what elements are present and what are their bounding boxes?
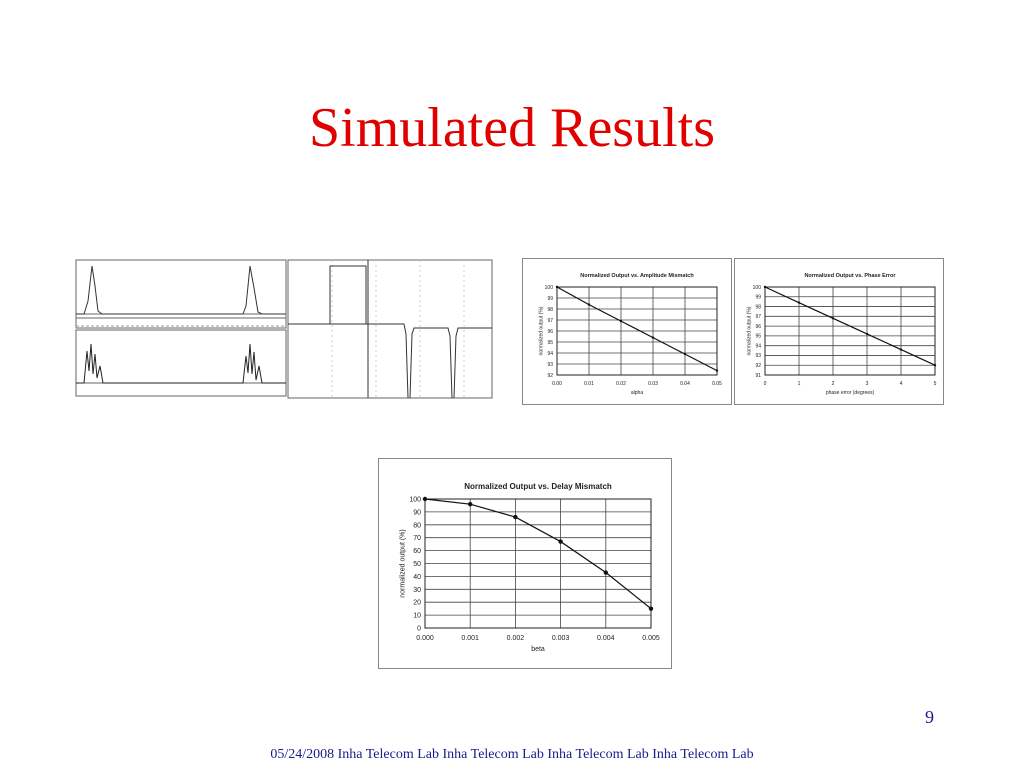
plot-area xyxy=(765,287,935,375)
y-tick-label: 93 xyxy=(755,353,761,360)
footer-text: 05/24/2008 Inha Telecom Lab Inha Telecom Lab Inha Telecom Lab Inha Telecom Lab xyxy=(270,747,754,762)
y-tick-label: 97 xyxy=(547,317,553,324)
data-point xyxy=(832,317,834,319)
y-tick-label: 100 xyxy=(409,496,421,504)
data-point xyxy=(588,303,590,305)
x-tick-label: 0.001 xyxy=(461,635,479,642)
data-point xyxy=(652,336,654,338)
x-tick-label: 0.000 xyxy=(416,635,434,642)
x-tick-label: 0.05 xyxy=(712,381,722,387)
x-tick-label: 0.003 xyxy=(551,635,570,642)
chart-title: Normalized Output vs. Delay Mismatch xyxy=(464,482,612,491)
chart-title: Normalized Output vs. Phase Error xyxy=(804,273,896,279)
y-axis-label: normalized output (%) xyxy=(538,306,545,356)
x-tick-label: 0.005 xyxy=(642,635,660,642)
y-tick-label: 97 xyxy=(755,314,761,321)
x-tick-label: 0.04 xyxy=(680,381,690,387)
y-tick-label: 50 xyxy=(413,560,421,568)
data-point xyxy=(934,364,936,366)
x-tick-label: 0.03 xyxy=(648,381,658,387)
slide-title: Simulated Results xyxy=(309,97,715,159)
series-line xyxy=(425,499,651,609)
phase-error-chart-panel xyxy=(734,258,944,405)
data-point xyxy=(556,286,558,288)
chart-title: Normalized Output vs. Amplitude Mismatch xyxy=(580,273,694,279)
data-point xyxy=(866,333,868,335)
waveform-plots xyxy=(68,256,496,404)
phase-error-chart xyxy=(735,259,943,404)
y-tick-label: 70 xyxy=(413,535,421,543)
data-point xyxy=(716,369,718,371)
y-tick-label: 100 xyxy=(752,284,761,291)
y-tick-label: 100 xyxy=(544,284,553,291)
y-tick-label: 90 xyxy=(413,509,421,517)
y-tick-label: 98 xyxy=(755,304,761,311)
amplitude-mismatch-chart xyxy=(523,259,731,404)
y-axis-label: normalized output (%) xyxy=(399,529,407,598)
data-point xyxy=(684,353,686,355)
y-tick-label: 92 xyxy=(755,362,761,369)
data-point xyxy=(764,286,766,288)
y-tick-label: 30 xyxy=(413,586,421,594)
y-tick-label: 96 xyxy=(755,323,761,330)
y-tick-label: 92 xyxy=(547,372,553,379)
x-axis-label: phase error (degrees) xyxy=(825,390,875,396)
x-tick-label: 1 xyxy=(797,381,801,387)
y-tick-label: 94 xyxy=(755,343,761,350)
data-point xyxy=(604,570,608,574)
x-tick-label: 0.01 xyxy=(584,381,594,387)
y-tick-label: 99 xyxy=(755,294,761,301)
y-tick-label: 60 xyxy=(413,548,421,556)
waveform-right xyxy=(288,260,492,398)
y-axis-label: normalized output (%) xyxy=(746,306,753,356)
y-tick-label: 40 xyxy=(413,573,421,581)
waveform-panel xyxy=(68,256,496,404)
x-axis-label: alpha xyxy=(630,390,644,396)
x-tick-label: 0.004 xyxy=(597,635,615,642)
data-point xyxy=(468,502,472,506)
waveform-left-top xyxy=(76,260,286,328)
x-tick-label: 0 xyxy=(763,381,767,387)
x-tick-label: 2 xyxy=(831,381,835,387)
data-point xyxy=(620,320,622,322)
amplitude-mismatch-chart-panel xyxy=(522,258,732,405)
data-point xyxy=(558,539,562,543)
y-tick-label: 93 xyxy=(547,361,553,368)
y-tick-label: 20 xyxy=(413,599,421,607)
y-tick-label: 96 xyxy=(547,328,553,335)
y-tick-label: 99 xyxy=(547,295,553,302)
x-tick-label: 3 xyxy=(865,381,869,387)
x-tick-label: 0.02 xyxy=(616,381,626,387)
y-tick-label: 0 xyxy=(417,625,421,633)
x-tick-label: 5 xyxy=(933,381,937,387)
y-tick-label: 95 xyxy=(755,333,761,340)
data-point xyxy=(513,515,517,519)
series-line xyxy=(557,287,717,371)
waveform-left-bottom xyxy=(76,326,286,396)
data-point xyxy=(900,348,902,350)
page-number: 9 xyxy=(925,707,934,727)
y-tick-label: 98 xyxy=(547,306,553,313)
y-tick-label: 10 xyxy=(413,612,421,620)
y-tick-label: 80 xyxy=(413,522,421,530)
delay-mismatch-chart-panel xyxy=(378,458,672,669)
x-axis-label: beta xyxy=(531,646,545,653)
data-point xyxy=(649,606,653,610)
y-tick-label: 91 xyxy=(755,372,761,379)
delay-mismatch-chart xyxy=(379,459,671,668)
data-point xyxy=(798,301,800,303)
x-tick-label: 0.00 xyxy=(552,381,562,387)
y-tick-label: 95 xyxy=(547,339,553,346)
data-point xyxy=(423,497,427,501)
y-tick-label: 94 xyxy=(547,350,553,357)
x-tick-label: 0.002 xyxy=(506,635,525,642)
x-tick-label: 4 xyxy=(899,381,903,387)
